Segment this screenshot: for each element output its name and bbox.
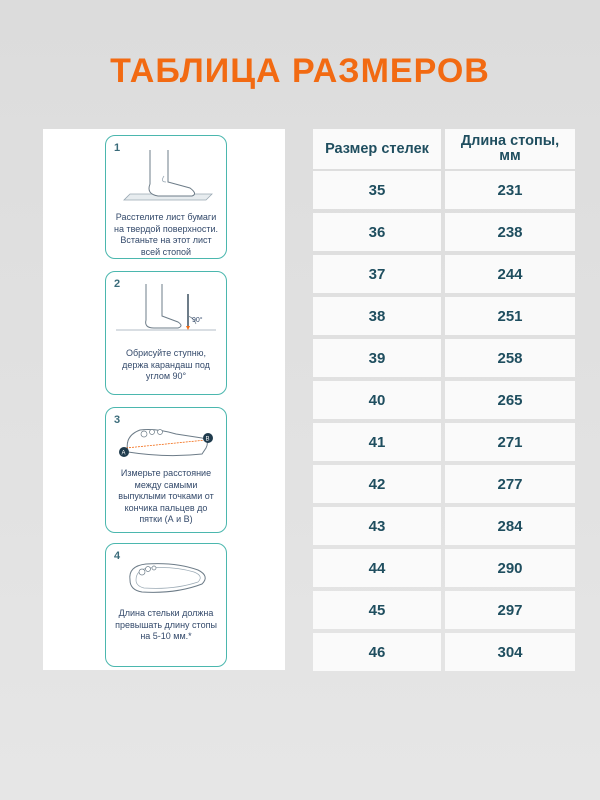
point-b-label: B — [205, 436, 210, 443]
step-4-line-3: на 5-10 мм.* — [140, 631, 192, 641]
step-1-card — [105, 135, 227, 259]
step-4-card — [105, 543, 227, 667]
step-2-card — [105, 271, 227, 395]
step-1-line-4: всей стопой — [140, 246, 192, 257]
point-a-label: A — [121, 450, 126, 457]
foot-length-cell: 297 — [445, 591, 575, 629]
step-2-line-1: Обрисуйте ступню, — [125, 348, 207, 358]
step-number: 3 — [114, 414, 121, 426]
insole-size-cell: 36 — [313, 213, 441, 251]
insole-size-cell: 35 — [313, 171, 441, 209]
step-2-line-3: углом 90° — [145, 371, 187, 381]
header-foot-length-label: Длина стопы, мм — [460, 133, 560, 164]
step-3-line-5: пятки (А и В) — [139, 514, 193, 524]
insole-size-cell: 41 — [313, 423, 441, 461]
foot-length-cell: 290 — [445, 549, 575, 587]
header-insole-size: Размер стелек — [313, 129, 441, 169]
step-number: 2 — [114, 278, 121, 290]
step-1-line-2: на твердой поверхности. — [114, 223, 218, 234]
foot-length-cell: 231 — [445, 171, 575, 209]
step-1-line-1: Расстелите лист бумаги — [115, 212, 217, 222]
header-foot-length — [445, 129, 575, 169]
step-number: 4 — [114, 550, 121, 562]
foot-length-cell: 271 — [445, 423, 575, 461]
insole-size-cell: 43 — [313, 507, 441, 545]
insole-size-cell: 46 — [313, 633, 441, 671]
insole-size-cell: 42 — [313, 465, 441, 503]
foot-length-cell: 251 — [445, 297, 575, 335]
step-3-line-2: между самыми — [134, 479, 198, 490]
foot-length-cell: 258 — [445, 339, 575, 377]
step-3-card — [105, 407, 227, 533]
page-title: ТАБЛИЦА РАЗМЕРОВ — [110, 52, 490, 90]
insole-icon — [106, 544, 228, 668]
foot-length-cell: 244 — [445, 255, 575, 293]
angle-label: 90° — [192, 317, 203, 324]
insole-size-cell: 38 — [313, 297, 441, 335]
step-1-line-3: Встаньте на этот лист — [120, 235, 212, 245]
insole-size-cell: 44 — [313, 549, 441, 587]
foot-length-cell: 277 — [445, 465, 575, 503]
insole-size-cell: 39 — [313, 339, 441, 377]
insole-size-cell: 45 — [313, 591, 441, 629]
insole-size-cell: 40 — [313, 381, 441, 419]
instructions-panel — [43, 129, 285, 670]
foot-length-cell: 304 — [445, 633, 575, 671]
step-3-line-1: Измерьте расстояние — [120, 468, 212, 478]
foot-length-cell: 265 — [445, 381, 575, 419]
step-3-line-4: кончика пальцев до — [124, 502, 208, 513]
insole-size-cell: 37 — [313, 255, 441, 293]
step-2-line-2: держа карандаш под — [122, 359, 210, 370]
step-number: 1 — [114, 142, 121, 154]
foot-length-cell: 238 — [445, 213, 575, 251]
foot-length-cell: 284 — [445, 507, 575, 545]
step-3-line-3: выпуклыми точками от — [118, 491, 214, 501]
step-4-line-2: превышать длину стопы — [115, 619, 217, 630]
step-4-line-1: Длина стельки должна — [118, 608, 214, 618]
